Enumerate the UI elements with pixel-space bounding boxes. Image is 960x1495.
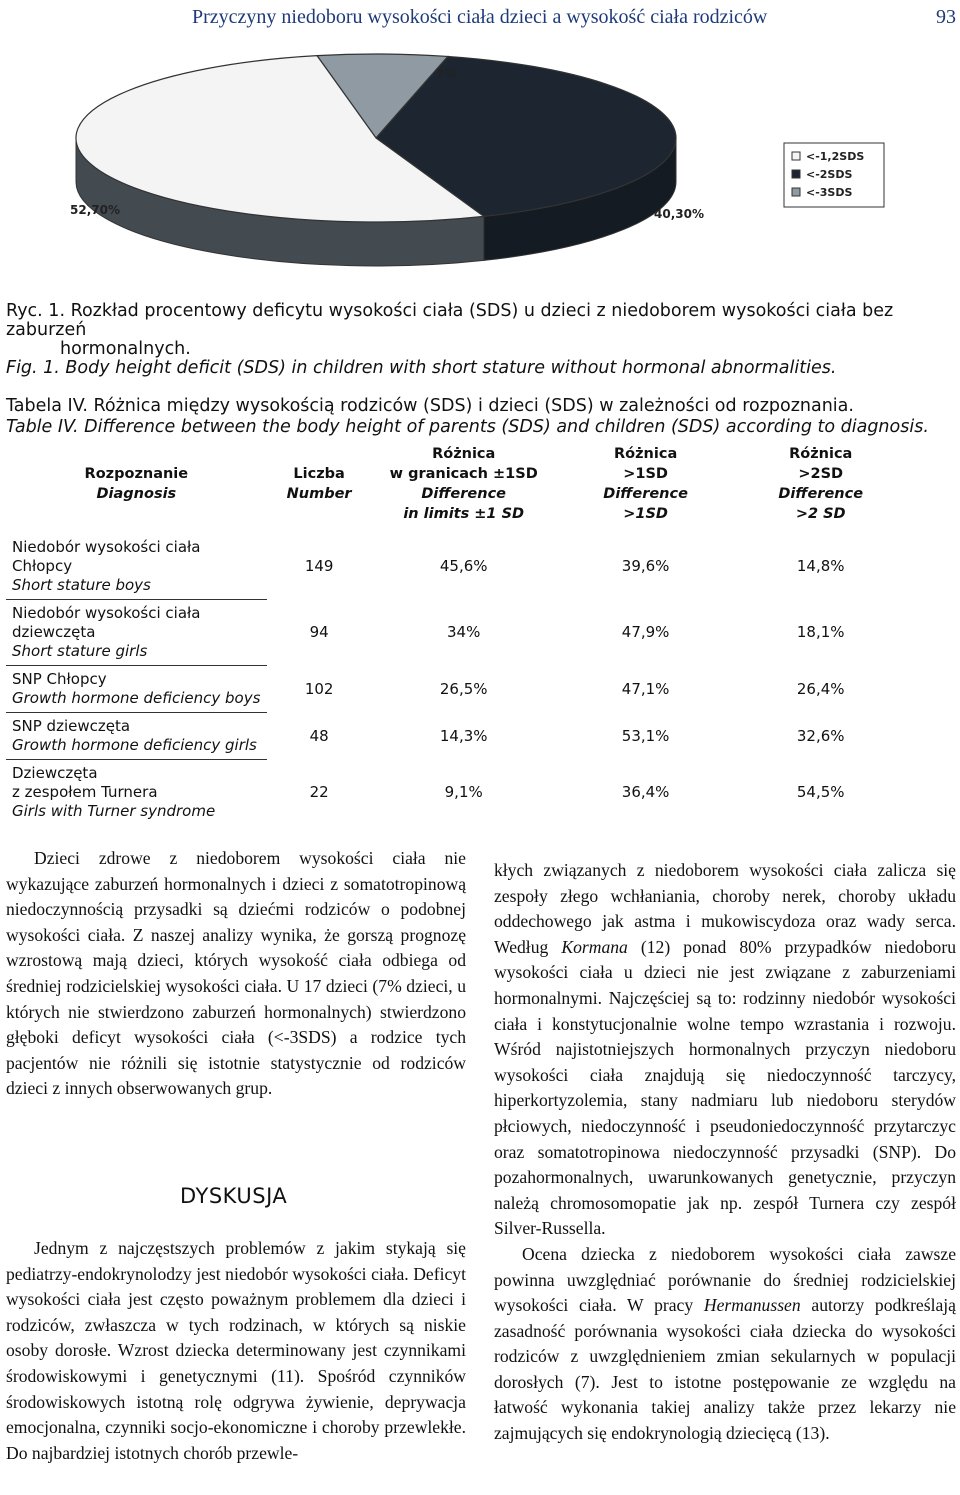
diagnosis-en: Short stature boys (12, 576, 151, 594)
legend-swatch (792, 152, 800, 160)
slice-value-label: 52,70% (70, 203, 120, 217)
legend-label: <-1,2SDS (806, 150, 865, 163)
diff-1sd-cell: 14,3% (439, 726, 488, 745)
header-diff-gt2sd-en1: Difference (778, 486, 864, 502)
header-diff-gt1sd-en2: >1SD (623, 506, 668, 522)
diagnosis-en: Girls with Turner syndrome (12, 802, 216, 820)
count-cell: 94 (309, 623, 329, 641)
diff-gt2sd-cell: 32,6% (796, 726, 845, 745)
diff-gt2sd-cell: 26,4% (796, 679, 845, 698)
data-table (6, 444, 906, 825)
diagnosis-cell (6, 760, 267, 826)
diagnosis-line1: Niedobór wysokości ciała (12, 538, 201, 556)
diagnosis-en: Short stature girls (12, 642, 148, 660)
diff-1sd-cell: 9,1% (444, 782, 483, 801)
diff-gt1sd-cell: 39,6% (621, 557, 670, 576)
header-diff-gt2sd-pl1: Różnica (789, 446, 853, 462)
count-cell: 102 (304, 679, 334, 698)
diff-gt2sd-cell: 18,1% (796, 623, 845, 641)
diagnosis-line1: SNP dziewczęta (12, 717, 131, 735)
diagnosis-en: Growth hormone deficiency girls (12, 736, 257, 754)
body-left-column-2 (6, 1236, 466, 1466)
header-diff-1sd-en2: in limits ±1 SD (403, 506, 525, 522)
header-diff-1sd-en1: Difference (421, 486, 507, 502)
diff-gt1sd-cell: 53,1% (621, 726, 670, 745)
diagnosis-en: Growth hormone deficiency boys (12, 689, 261, 707)
header-diff-gt1sd-pl1: Różnica (613, 446, 678, 462)
text-span: (12) ponad 80% przypadków niedoboru wysokości ciała u dzieci nie jest związane z zaburzeniami hormonalnymi. Najczęściej są to: rodzinny niedobór wysokości ciała i konstytucjonalnie wolne tempo wzrastania i rozwoju. Wśród najistotniejszych hormonalnych przyczyn niedoboru wysokości ciała znajdują się niedoczynność tarczycy, hiperkortyzolemia, stany nadmiaru lub niedoboru sterydów płciowych, niedoczynność i pseudoniedoczynność przytarczyc oraz somatotropinowa niedoczynność przysadki (SNP). Do pozahormonalnych, uwarunkowanych genetycznie, przyczyn należą chromosomopatie jak np. zespół Turnera czy zespół Silver-Russella. (494, 936, 957, 1239)
body-paragraph: Jednym z najczęstszych problemów z jakim stykają się pediatrzy-endokrynolodzy jest niedobór wysokości ciała. Deficyt wysokości ciała jest często poważnym problemem dla dzieci i rodziców, zwłaszcza w tych rodzinach, w których są niskie osoby dorosłe. Wzrost dziecka determinowany jest czynnikami środowiskowymi i genetycznymi (11). Spośród czynników środowiskowych istotną rolę odgrywa żywienie, deprywacja emocjonalna, czynniki socjo-ekonomiczne i choroby przewlekłe. Do najbardziej istotnych chorób przewle- (6, 1238, 466, 1463)
table-row (6, 713, 906, 760)
diagnosis-line2: z zespołem Turnera (12, 783, 158, 801)
header-number-pl: Liczba (293, 466, 345, 482)
table-row (6, 534, 906, 600)
header-diff-gt2sd-en2: >2 SD (795, 506, 846, 522)
body-paragraph: Dzieci zdrowe z niedoborem wysokości ciała nie wykazujące zaburzeń hormonalnych i dzieci z somatotropinową niedoczynnością przysadki są dziećmi rodziców o podobnej wysokości ciała. Z naszej analizy wynika, że gorszą prognozę wzrostową mają dzieci, których wysokość ciała odbiega od średniej rodzicielskiej wysokości ciała. U 17 dzieci (7% dzieci, u których nie stwierdzono zaburzeń hormonalnych) stwierdzono głęboki deficyt wysokości ciała (<-3SDS) a rodzice tych pacjentów nie różnili się istotnie statystycznie od rodziców dzieci z innych obserwowanych grup. (6, 848, 466, 1099)
header-number (267, 444, 372, 534)
header-diff-1sd-pl2: w granicach ±1SD (389, 466, 538, 482)
count-cell: 22 (309, 782, 329, 801)
header-diff-gt1sd-pl2: >1SD (623, 466, 668, 482)
diagnosis-cell (6, 534, 267, 600)
author-name: Kormana (561, 936, 628, 957)
header-diff-1sd-pl1: Różnica (432, 446, 496, 462)
diff-1sd-cell: 45,6% (439, 557, 488, 576)
header-diff-gt1sd-en1: Difference (603, 486, 688, 502)
figure-caption-en: Fig. 1. Body height deficit (SDS) in children with short stature without hormonal abnormalities. (6, 358, 837, 378)
diff-gt1sd-cell: 47,9% (621, 623, 670, 641)
legend-label: <-2SDS (806, 168, 853, 181)
diff-1sd-cell: 26,5% (439, 679, 488, 698)
table-caption-en: Table IV. Difference between the body height of parents (SDS) and children (SDS) according to diagnosis. (6, 417, 929, 437)
text-span: Ocena dziecka z niedoborem wysokości ciała zawsze powinna uwzględniać porównanie do średniej rodzicielskiej wysokości ciała. W pracy (494, 1243, 956, 1316)
diff-gt2sd-cell: 14,8% (796, 557, 845, 576)
table-row (6, 666, 906, 713)
figure-caption-pl-cont: hormonalnych. (60, 339, 191, 359)
diagnosis-line1: Niedobór wysokości ciała (12, 604, 201, 622)
header-diff-1sd (372, 444, 556, 534)
diff-gt1sd-cell: 36,4% (621, 782, 670, 801)
count-cell: 149 (304, 557, 334, 576)
pie-chart (40, 42, 940, 282)
body-paragraph (494, 1242, 956, 1447)
running-header (0, 6, 960, 40)
figure-caption (6, 302, 956, 378)
header-diff-gt2sd-pl2: >2SD (798, 466, 844, 482)
legend-swatch (792, 170, 800, 178)
count-cell: 48 (309, 726, 329, 745)
diagnosis-line1: SNP Chłopcy (12, 670, 107, 688)
table-row (6, 600, 906, 666)
body-right-column (494, 858, 956, 1447)
diagnosis-cell (6, 666, 267, 713)
text-span: autorzy podkreślają zasadność porównania wysokości ciała dziecka do wysokości rodziców z uwzględnieniem zmian sekularnych w populacji dorosłych (7). Jest to istotne postępowanie ze względu na łatwość wykonania takiej analizy także przez lekarzy nie zajmujących się endokrynologią dziecięcą (13). (494, 1295, 956, 1444)
table-header-row (6, 444, 906, 534)
header-number-en: Number (286, 486, 352, 502)
diff-gt2sd-cell: 54,5% (796, 782, 845, 801)
header-diagnosis-pl: Rozpoznanie (84, 466, 189, 482)
legend-label: <-3SDS (806, 186, 853, 199)
header-diff-gt1sd (556, 444, 736, 534)
figure-caption-pl: Ryc. 1. Rozkład procentowy deficytu wysokości ciała (SDS) u dzieci z niedoborem wysokości ciała bez zaburzeń (6, 301, 894, 340)
table-caption (6, 396, 956, 438)
diff-1sd-cell: 34% (447, 623, 481, 641)
body-left-column (6, 846, 466, 1102)
diagnosis-line2: dziewczęta (12, 623, 96, 641)
table-row (6, 760, 906, 826)
legend-swatch (792, 188, 800, 196)
slice-value-label: 40,30% (654, 207, 704, 221)
diff-gt1sd-cell: 47,1% (621, 679, 670, 698)
diagnosis-cell (6, 600, 267, 666)
text-span: kłych związanych z niedoborem wysokości ciała zalicza się zespoły złego wchłaniania, choroby nerek, choroby układu oddechowego jak astma i mukowiscydoza oraz wady serca. Według (494, 860, 956, 957)
header-diagnosis (6, 444, 267, 534)
author-name: Hermanussen (703, 1295, 801, 1316)
table-caption-pl: Tabela IV. Różnica między wysokością rodziców (SDS) i dzieci (SDS) w zależności od rozpoznania. (6, 396, 854, 416)
section-heading: DYSKUSJA (180, 1184, 288, 1208)
slice-value-label: 7% (436, 67, 457, 81)
header-diff-gt2sd (735, 444, 906, 534)
running-title: Przyczyny niedoboru wysokości ciała dzieci a wysokość ciała rodziców (192, 6, 768, 28)
diagnosis-line2: Chłopcy (12, 557, 73, 575)
diagnosis-cell (6, 713, 267, 760)
pie-chart-svg (40, 42, 940, 282)
header-diagnosis-en: Diagnosis (96, 486, 177, 502)
body-paragraph (494, 858, 956, 1242)
page-number: 93 (936, 6, 956, 28)
diagnosis-line1: Dziewczęta (12, 764, 98, 782)
